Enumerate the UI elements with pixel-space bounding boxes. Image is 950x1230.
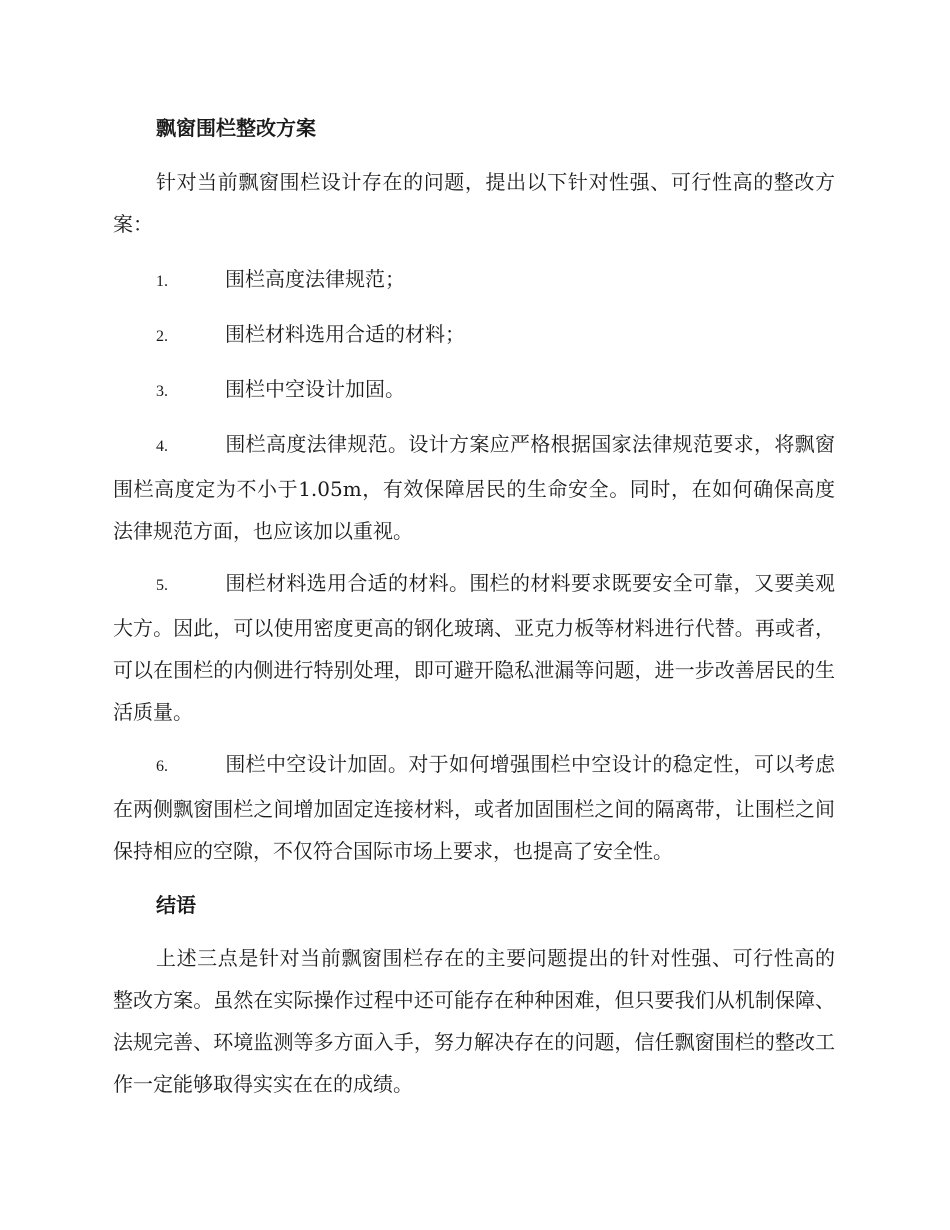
list-number: 6. xyxy=(156,758,168,775)
list-item xyxy=(113,313,835,358)
list-item xyxy=(113,562,835,733)
conclusion-paragraph: 上述三点是针对当前飘窗围栏存在的主要问题提出的针对性强、可行性高的整改方案。虽然在实际操作过程中还可能存在种种困难，但只要我们从机制保障、法规完善、环境监测等多方面入手，努力解决存在的问题，信任飘窗围栏的整改工作一定能够取得实实在在的成绩。 xyxy=(113,946,835,1096)
list-item xyxy=(113,368,835,413)
list-item-text: 围栏高度法律规范。设计方案应严格根据国家法律规范要求，将飘窗围栏高度定为不小于1.05m，有效保障居民的生命安全。同时，在如何确保高度法律规范方面，也应该加以重视。 xyxy=(113,432,835,543)
list-item-text: 围栏中空设计加固。 xyxy=(225,377,405,401)
list-number: 1. xyxy=(156,273,168,290)
list-item xyxy=(113,423,835,552)
list-item-text: 围栏高度法律规范； xyxy=(225,267,405,291)
list-number: 3. xyxy=(156,383,168,400)
list-item xyxy=(113,743,835,872)
list-number: 5. xyxy=(156,577,168,594)
section-heading-plan: 飘窗围栏整改方案 xyxy=(156,116,316,140)
intro-paragraph: 针对当前飘窗围栏设计存在的问题，提出以下针对性强、可行性高的整改方案： xyxy=(113,170,835,236)
list-item-text: 围栏材料选用合适的材料。围栏的材料要求既要安全可靠，又要美观大方。因此，可以使用密度更高的钢化玻璃、亚克力板等材料进行代替。再或者，可以在围栏的内侧进行特别处理，即可避开隐私泄漏等问题，进一步改善居民的生活质量。 xyxy=(113,571,835,724)
list-item-text: 围栏材料选用合适的材料； xyxy=(225,322,465,346)
list-number: 2. xyxy=(156,328,168,345)
list-number: 4. xyxy=(156,438,168,455)
section-heading-conclusion: 结语 xyxy=(156,893,196,917)
list-item-text: 围栏中空设计加固。对于如何增强围栏中空设计的稳定性，可以考虑在两侧飘窗围栏之间增加固定连接材料，或者加固围栏之间的隔离带，让围栏之间保持相应的空隙，不仅符合国际市场上要求，也提高了安全性。 xyxy=(113,752,835,863)
list-item xyxy=(113,258,835,303)
